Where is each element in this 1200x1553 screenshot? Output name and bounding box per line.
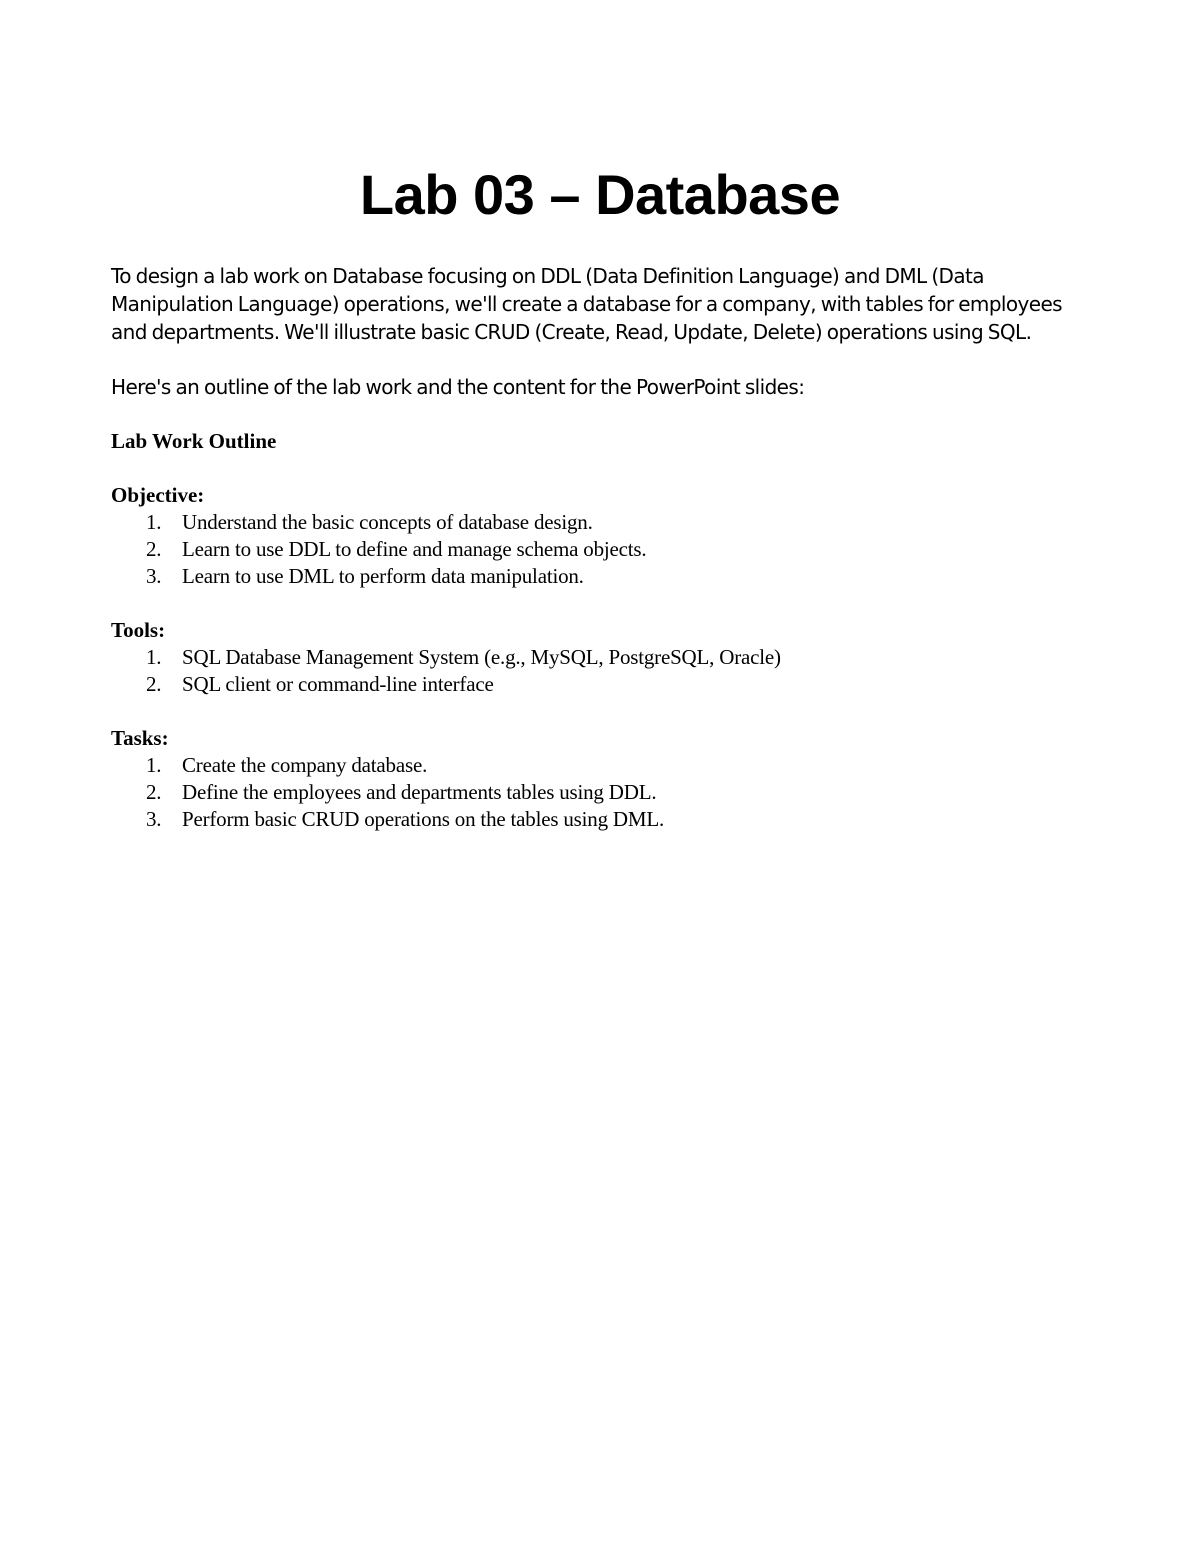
objective-list (111, 509, 1101, 590)
tasks-section (111, 725, 1101, 833)
list-item-number: 2. (146, 537, 162, 561)
list-item-text: Understand the basic concepts of database design. (182, 510, 593, 534)
list-item-number: 1. (146, 510, 162, 534)
tasks-heading: Tasks: (111, 726, 169, 750)
list-item-text: Perform basic CRUD operations on the tables using DML. (182, 807, 665, 831)
tools-heading: Tools: (111, 618, 166, 642)
list-item-number: 2. (146, 672, 162, 696)
list-item (111, 752, 1101, 779)
list-item-text: SQL Database Management System (e.g., MySQL, PostgreSQL, Oracle) (182, 645, 781, 669)
list-item-number: 2. (146, 780, 162, 804)
list-item (111, 806, 1101, 833)
intro-paragraph: To design a lab work on Database focusing on DDL (Data Definition Language) and DML (Data Manipulation Language) operations, we'll create a database for a company, with tables for employees and departments. We'll illustrate basic CRUD (Create, Read, Update, Delete) operations using SQL. (111, 264, 1062, 344)
list-item-number: 3. (146, 564, 162, 588)
objective-section (111, 482, 1101, 590)
outline-note-paragraph: Here's an outline of the lab work and the content for the PowerPoint slides: (111, 375, 805, 399)
tools-list (111, 644, 1101, 698)
list-item-number: 1. (146, 645, 162, 669)
tasks-list (111, 752, 1101, 833)
document-title: Lab 03 – Database (359, 163, 841, 226)
objective-heading: Objective: (111, 483, 205, 507)
tools-section (111, 617, 1101, 698)
document-body (111, 262, 1101, 860)
list-item (111, 671, 1101, 698)
list-item-number: 3. (146, 807, 162, 831)
list-item-text: Learn to use DML to perform data manipulation. (182, 564, 584, 588)
list-item (111, 779, 1101, 806)
list-item-text: SQL client or command-line interface (182, 672, 494, 696)
list-item-number: 1. (146, 753, 162, 777)
list-item-text: Create the company database. (182, 753, 428, 777)
list-item-text: Learn to use DDL to define and manage schema objects. (182, 537, 647, 561)
list-item-text: Define the employees and departments tables using DDL. (182, 780, 657, 804)
list-item (111, 644, 1101, 671)
list-item (111, 536, 1101, 563)
lab-work-outline-heading: Lab Work Outline (111, 429, 277, 453)
list-item (111, 509, 1101, 536)
list-item (111, 563, 1101, 590)
